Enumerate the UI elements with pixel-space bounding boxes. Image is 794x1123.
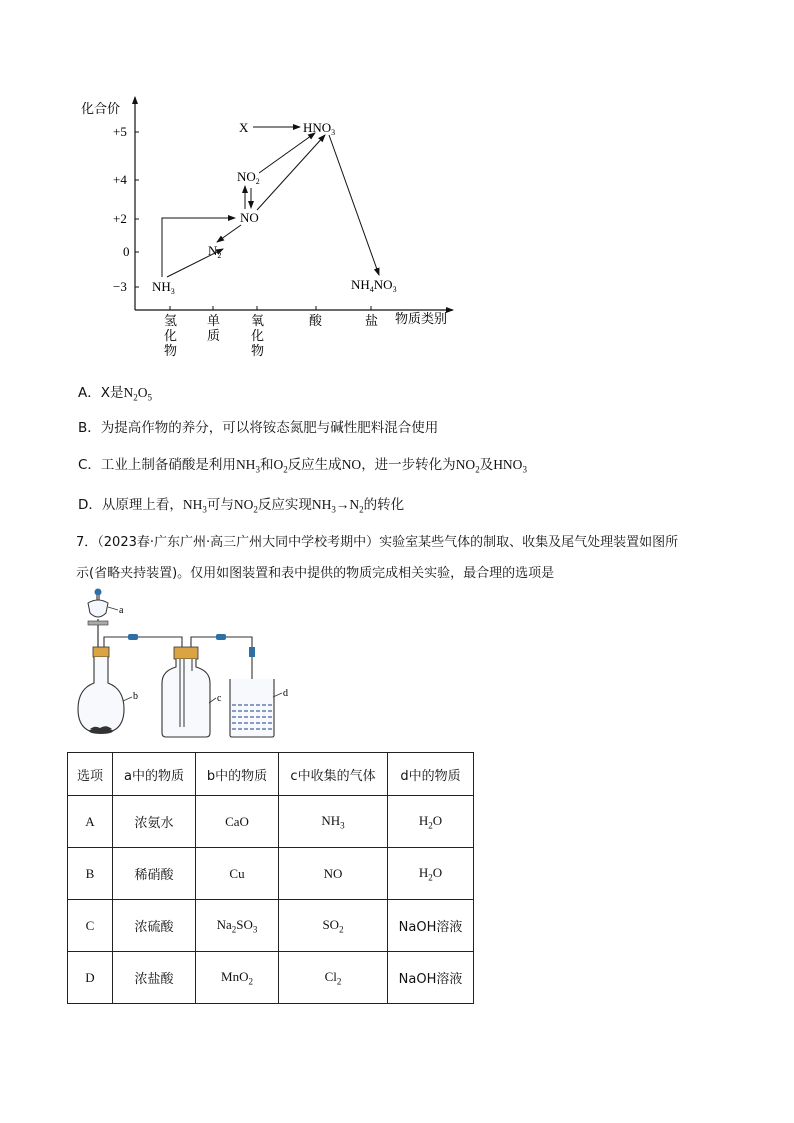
arrow-nh3-no [162, 218, 235, 277]
valence-diagram [75, 85, 465, 365]
apparatus-diagram [70, 585, 310, 750]
label-c: c [217, 693, 222, 704]
table-row: B 稀硝酸 Cu NO $H_2O$ [68, 848, 474, 900]
header-a: a中的物质 [113, 753, 196, 796]
arrow-hno3-nh4no3 [329, 135, 379, 275]
species-nh3: $NH_3$ [152, 279, 175, 296]
tick-plus5: +5 [113, 124, 127, 139]
header-c: c中收集的气体 [279, 753, 388, 796]
label-d: d [283, 688, 288, 699]
arrow-nh3-n2 [167, 249, 223, 277]
flask-b [78, 647, 138, 734]
header-b: b中的物质 [196, 753, 279, 796]
species-x: X [239, 120, 249, 135]
option-d: D．从原理上看，$NH_3$可与$NO_2$反应实现$NH_3\to N_2$的转化 [78, 497, 405, 515]
label-b: b [133, 691, 138, 702]
question-7-line2: 示(省略夹持装置)。仅用如图装置和表中提供的物质完成相关实验，最合理的选项是 [76, 566, 555, 581]
arrow-no2-hno3 [259, 133, 315, 173]
cat-salt: 盐 [365, 313, 379, 328]
tick-minus3: −3 [113, 279, 127, 294]
label-a: a [119, 605, 124, 616]
option-a: A．X是$N_2O_5$ [78, 385, 152, 403]
beaker-d [230, 679, 288, 737]
species-no2: $NO_2$ [237, 169, 260, 186]
species-no: NO [240, 210, 259, 225]
species-nh4no3: $NH_4NO_3$ [351, 277, 397, 294]
table-header-row [68, 753, 474, 796]
options-table [67, 752, 474, 1004]
arrow-no-hno3 [257, 135, 325, 210]
x-axis-label: 物质类别 [395, 312, 448, 327]
bottle-c [162, 647, 222, 737]
tick-plus2: +2 [113, 211, 127, 226]
table-row: A 浓氨水 CaO $NH_3$ $H_2O$ [68, 796, 474, 848]
species-n2: $N_2$ [208, 243, 222, 260]
header-option: 选项 [68, 753, 113, 796]
question-7-line1: 7．（2023春·广东广州·高三广州大同中学校考期中）实验室某些气体的制取、收集及尾气处理装置如图所 [76, 535, 679, 550]
tick-plus4: +4 [113, 172, 127, 187]
species-hno3: $HNO_3$ [303, 120, 336, 137]
option-c: C．工业上制备硝酸是利用$NH_3$和$O_2$反应生成NO，进一步转化为$NO_2$及$HNO_3$ [78, 457, 527, 475]
table-row: C 浓硫酸 $Na_2SO_3$ $SO_2$ NaOH溶液 [68, 900, 474, 952]
table-row: D 浓盐酸 MnO$_2$ $Cl_2$ NaOH溶液 [68, 952, 474, 1004]
arrow-no-n2 [217, 225, 241, 242]
option-b: B．为提高作物的养分，可以将铵态氮肥与碱性肥料混合使用 [78, 420, 439, 436]
cat-element: 单质 [207, 313, 221, 343]
cat-oxide: 氧化物 [251, 313, 265, 358]
header-d: d中的物质 [388, 753, 474, 796]
cat-acid: 酸 [309, 313, 323, 328]
cat-hydride: 氢化物 [164, 313, 178, 358]
tick-zero: 0 [123, 244, 130, 259]
funnel-a [88, 589, 124, 648]
y-axis-label: 化合价 [81, 102, 121, 117]
